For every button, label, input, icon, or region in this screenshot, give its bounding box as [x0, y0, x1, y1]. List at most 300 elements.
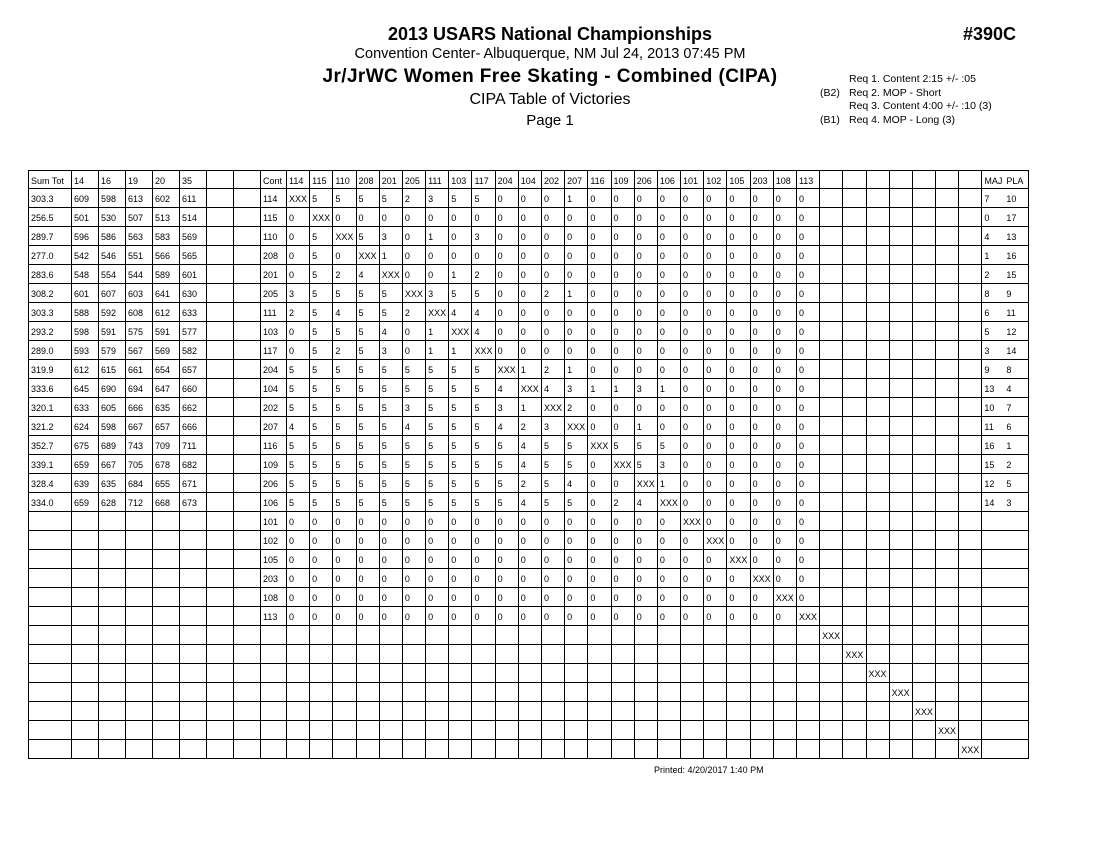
table-cell-victory: 0 — [775, 441, 781, 451]
table-cell-score: 612 — [74, 365, 90, 375]
table-cell-victory: 0 — [683, 213, 689, 223]
table-cell-victory: 0 — [798, 479, 804, 489]
table-cell-score: 601 — [74, 289, 90, 299]
table-cell-victory: 0 — [636, 574, 642, 584]
table-cell-victory: 0 — [590, 194, 596, 204]
table-cell-victory: 0 — [613, 232, 619, 242]
table-cell-score: 575 — [128, 327, 144, 337]
table-cell-victory: 4 — [381, 327, 387, 337]
table-cell-victory: 0 — [729, 403, 735, 413]
table-cell-victory: 0 — [613, 574, 619, 584]
table-cell-score: 712 — [128, 498, 144, 508]
table-cell-victory: 0 — [543, 517, 549, 527]
table-cell-score: 591 — [155, 327, 171, 337]
table-cell-victory: 0 — [520, 517, 526, 527]
table-cell-victory: 0 — [706, 194, 712, 204]
table-cell-victory: 5 — [358, 460, 364, 470]
table-cell-victory: 5 — [428, 441, 434, 451]
table-cell-victory: 5 — [312, 251, 318, 261]
table-cell-victory: 2 — [404, 308, 410, 318]
table-cell-victory: 0 — [659, 612, 665, 622]
table-cell-cont: 103 — [263, 327, 279, 337]
table-cell-pla: 1 — [1006, 441, 1012, 451]
table-cell-victory: 0 — [706, 498, 712, 508]
table-cell-victory: 0 — [567, 517, 573, 527]
table-cell-victory: 0 — [706, 479, 712, 489]
table-cell-victory: 2 — [543, 365, 549, 375]
grid-row-line — [28, 435, 1029, 436]
table-cell-victory: 0 — [520, 555, 526, 565]
table-cell-self-marker: XXX — [428, 308, 447, 318]
table-cell-score: 563 — [128, 232, 144, 242]
table-cell-victory: 5 — [451, 194, 457, 204]
table-cell-victory: 5 — [497, 498, 503, 508]
table-cell-victory: 0 — [590, 346, 596, 356]
table-cell-victory: 0 — [775, 498, 781, 508]
grid-column-line — [495, 170, 496, 758]
table-cell-victory: 5 — [289, 384, 295, 394]
table-cell-victory: 0 — [729, 270, 735, 280]
table-cell-victory: 5 — [543, 441, 549, 451]
table-cell-cont: 102 — [263, 536, 279, 546]
competitor-header: 106 — [659, 176, 675, 186]
grid-row-line — [28, 606, 1029, 607]
grid-row-line — [28, 264, 1029, 265]
table-cell-victory: 0 — [335, 555, 341, 565]
table-cell-victory: 0 — [497, 555, 503, 565]
table-cell-victory: 5 — [474, 384, 480, 394]
table-cell-victory: 3 — [659, 460, 665, 470]
table-cell-victory: 0 — [335, 517, 341, 527]
table-cell-victory: 5 — [358, 365, 364, 375]
table-cell-victory: 0 — [451, 593, 457, 603]
report-subtitle: CIPA Table of Victories — [469, 91, 631, 108]
printed-timestamp: Printed: 4/20/2017 1:40 PM — [654, 765, 764, 775]
table-cell-victory: 0 — [590, 593, 596, 603]
competitor-header: 117 — [474, 176, 489, 186]
table-cell-score: 613 — [128, 194, 144, 204]
table-cell-victory: 4 — [474, 327, 480, 337]
table-cell-score: 289.0 — [31, 346, 54, 356]
table-cell-victory: 0 — [428, 536, 434, 546]
table-cell-cont: 113 — [263, 612, 278, 622]
table-cell-victory: 0 — [567, 555, 573, 565]
table-cell-self-marker: XXX — [358, 251, 377, 261]
table-cell-victory: 0 — [289, 574, 295, 584]
table-cell-pla: 17 — [1006, 213, 1017, 223]
table-cell-victory: 0 — [404, 593, 410, 603]
table-cell-victory: 5 — [381, 365, 387, 375]
table-cell-victory: 0 — [613, 251, 619, 261]
table-cell-victory: 4 — [567, 479, 573, 489]
event-name: Jr/JrWC Women Free Skating - Combined (CIPA) — [322, 66, 778, 87]
table-cell-score: 598 — [101, 194, 117, 204]
table-cell-cont: 116 — [263, 441, 278, 451]
table-cell-cont: 104 — [263, 384, 279, 394]
table-cell-victory: 5 — [335, 498, 341, 508]
table-cell-victory: 0 — [775, 346, 781, 356]
table-cell-victory: 5 — [335, 460, 341, 470]
table-cell-victory: 0 — [520, 574, 526, 584]
table-cell-score: 598 — [74, 327, 90, 337]
grid-row-line — [28, 283, 1029, 284]
table-cell-score: 303.3 — [31, 308, 54, 318]
table-cell-score: 308.2 — [31, 289, 54, 299]
table-cell-score: 657 — [155, 422, 171, 432]
table-cell-victory: 0 — [775, 479, 781, 489]
table-cell-victory: 4 — [497, 422, 503, 432]
table-cell-victory: 5 — [474, 194, 480, 204]
table-cell-victory: 0 — [451, 517, 457, 527]
table-cell-victory: 0 — [497, 517, 503, 527]
table-cell-victory: 0 — [798, 308, 804, 318]
table-cell-victory: 0 — [590, 479, 596, 489]
table-cell-victory: 4 — [335, 308, 341, 318]
table-cell-victory: 0 — [775, 384, 781, 394]
table-cell-victory: 0 — [683, 498, 689, 508]
grid-column-line — [842, 170, 843, 758]
table-cell-victory: 0 — [775, 251, 781, 261]
table-cell-score: 514 — [182, 213, 198, 223]
table-cell-victory: 0 — [543, 612, 549, 622]
table-cell-victory: 5 — [428, 422, 434, 432]
table-cell-victory: 5 — [289, 403, 295, 413]
table-cell-score: 293.2 — [31, 327, 54, 337]
table-cell-victory: 2 — [335, 270, 341, 280]
table-cell-victory: 0 — [312, 555, 318, 565]
table-cell-victory: 0 — [775, 327, 781, 337]
table-cell-victory: 0 — [335, 574, 341, 584]
table-cell-victory: 5 — [312, 365, 318, 375]
table-cell-victory: 0 — [683, 612, 689, 622]
table-cell-victory: 5 — [312, 441, 318, 451]
table-cell-pla: 6 — [1006, 422, 1012, 432]
table-cell-victory: 5 — [428, 498, 434, 508]
grid-row-line — [28, 321, 1029, 322]
table-cell-victory: 0 — [636, 251, 642, 261]
table-cell-victory: 0 — [683, 251, 689, 261]
table-cell-score: 639 — [74, 479, 90, 489]
grid-row-line — [28, 245, 1029, 246]
table-cell-victory: 0 — [543, 536, 549, 546]
table-cell-self-marker: XXX — [914, 707, 933, 717]
table-cell-victory: 0 — [613, 593, 619, 603]
table-cell-score: 647 — [155, 384, 171, 394]
table-cell-victory: 5 — [312, 327, 318, 337]
table-cell-victory: 0 — [729, 308, 735, 318]
table-cell-victory: 0 — [474, 251, 480, 261]
table-cell-victory: 0 — [428, 593, 434, 603]
grid-column-line — [71, 170, 72, 758]
table-cell-score: 551 — [128, 251, 144, 261]
table-cell-victory: 5 — [381, 308, 387, 318]
table-cell-victory: 0 — [474, 574, 480, 584]
table-cell-victory: 0 — [775, 365, 781, 375]
table-cell-victory: 0 — [543, 251, 549, 261]
table-cell-self-marker: XXX — [636, 479, 655, 489]
table-cell-score: 654 — [155, 365, 171, 375]
grid-column-line — [260, 170, 261, 758]
table-cell-victory: 0 — [659, 213, 665, 223]
table-cell-cont: 108 — [263, 593, 279, 603]
table-cell-victory: 2 — [474, 270, 480, 280]
table-cell-victory: 0 — [543, 194, 549, 204]
table-cell-victory: 5 — [381, 384, 387, 394]
column-header: 35 — [182, 176, 193, 186]
table-cell-maj: 3 — [984, 346, 990, 356]
table-cell-victory: 0 — [590, 232, 596, 242]
competitor-header: 115 — [312, 176, 327, 186]
table-cell-score: 684 — [128, 479, 144, 489]
table-cell-victory: 0 — [451, 213, 457, 223]
table-cell-victory: 0 — [451, 612, 457, 622]
table-cell-victory: 0 — [474, 593, 480, 603]
table-cell-self-marker: XXX — [312, 213, 331, 223]
table-cell-victory: 0 — [428, 555, 434, 565]
table-cell-score: 256.5 — [31, 213, 54, 223]
table-cell-victory: 0 — [775, 574, 781, 584]
table-cell-victory: 5 — [381, 441, 387, 451]
table-cell-cont: 207 — [263, 422, 279, 432]
grid-row-line — [28, 625, 1029, 626]
table-cell-victory: 3 — [428, 289, 434, 299]
table-cell-victory: 0 — [752, 213, 758, 223]
table-cell-victory: 1 — [613, 384, 619, 394]
table-cell-victory: 0 — [729, 365, 735, 375]
table-cell-victory: 0 — [381, 517, 387, 527]
table-cell-cont: 109 — [263, 460, 279, 470]
table-cell-victory: 2 — [520, 479, 526, 489]
table-cell-maj: 16 — [984, 441, 995, 451]
table-cell-victory: 0 — [636, 289, 642, 299]
table-cell-score: 328.4 — [31, 479, 54, 489]
event-number: #390C — [963, 24, 1017, 44]
table-cell-victory: 0 — [567, 346, 573, 356]
table-cell-victory: 4 — [497, 384, 503, 394]
table-cell-victory: 5 — [358, 327, 364, 337]
table-cell-score: 277.0 — [31, 251, 54, 261]
table-cell-victory: 0 — [312, 517, 318, 527]
table-cell-victory: 5 — [451, 422, 457, 432]
table-cell-victory: 0 — [381, 612, 387, 622]
table-cell-self-marker: XXX — [752, 574, 771, 584]
table-cell-victory: 0 — [590, 460, 596, 470]
table-cell-maj: 8 — [984, 289, 990, 299]
table-cell-victory: 5 — [358, 479, 364, 489]
table-cell-victory: 0 — [729, 479, 735, 489]
table-cell-victory: 0 — [683, 593, 689, 603]
table-cell-maj: 13 — [984, 384, 995, 394]
table-cell-score: 592 — [101, 308, 117, 318]
table-cell-score: 655 — [155, 479, 171, 489]
table-cell-victory: 0 — [775, 308, 781, 318]
venue-line: Convention Center- Albuquerque, NM Jul 24, 2013 07:45 PM — [354, 46, 746, 62]
table-cell-victory: 0 — [289, 555, 295, 565]
table-cell-victory: 0 — [775, 536, 781, 546]
table-cell-cont: 201 — [263, 270, 279, 280]
table-cell-victory: 0 — [404, 251, 410, 261]
table-cell-self-marker: XXX — [938, 726, 957, 736]
table-cell-victory: 5 — [497, 479, 503, 489]
table-cell-score: 694 — [128, 384, 144, 394]
table-cell-victory: 0 — [358, 213, 364, 223]
table-cell-victory: 0 — [404, 346, 410, 356]
table-cell-victory: 0 — [404, 270, 410, 280]
table-cell-score: 668 — [155, 498, 171, 508]
table-cell-victory: 5 — [358, 232, 364, 242]
grid-column-line — [726, 170, 727, 758]
table-cell-pla: 8 — [1006, 365, 1012, 375]
grid-column-line — [402, 170, 403, 758]
table-cell-victory: 5 — [289, 365, 295, 375]
table-cell-score: 283.6 — [31, 270, 54, 280]
table-cell-victory: 0 — [497, 346, 503, 356]
table-cell-victory: 0 — [497, 270, 503, 280]
table-cell-victory: 2 — [567, 403, 573, 413]
table-cell-victory: 0 — [636, 327, 642, 337]
table-cell-victory: 5 — [613, 441, 619, 451]
table-cell-self-marker: XXX — [659, 498, 678, 508]
table-cell-victory: 0 — [683, 270, 689, 280]
grid-column-line — [796, 170, 797, 758]
grid-column-line — [332, 170, 333, 758]
table-cell-score: 633 — [74, 403, 90, 413]
grid-row-line — [28, 587, 1029, 588]
table-cell-victory: 0 — [659, 536, 665, 546]
table-cell-score: 666 — [128, 403, 144, 413]
table-cell-maj: 7 — [984, 194, 990, 204]
table-cell-victory: 5 — [428, 365, 434, 375]
table-cell-victory: 0 — [659, 289, 665, 299]
table-cell-victory: 0 — [683, 365, 689, 375]
table-cell-victory: 0 — [451, 536, 457, 546]
column-header: 16 — [101, 176, 112, 186]
table-cell-victory: 0 — [798, 232, 804, 242]
requirement-tag: (B1) — [820, 113, 840, 126]
table-cell-victory: 0 — [404, 612, 410, 622]
grid-row-line — [28, 416, 1029, 417]
table-cell-victory: 5 — [335, 422, 341, 432]
table-cell-victory: 0 — [335, 536, 341, 546]
table-cell-score: 566 — [155, 251, 171, 261]
table-cell-score: 501 — [74, 213, 90, 223]
table-cell-victory: 0 — [775, 517, 781, 527]
table-cell-self-marker: XXX — [775, 593, 794, 603]
table-cell-victory: 5 — [474, 403, 480, 413]
table-cell-victory: 1 — [590, 384, 596, 394]
table-cell-victory: 0 — [497, 308, 503, 318]
table-cell-cont: 206 — [263, 479, 279, 489]
table-cell-victory: 5 — [358, 403, 364, 413]
table-cell-victory: 2 — [335, 346, 341, 356]
table-cell-victory: 0 — [613, 194, 619, 204]
table-cell-victory: 0 — [752, 327, 758, 337]
table-cell-victory: 0 — [683, 289, 689, 299]
table-cell-victory: 0 — [752, 365, 758, 375]
table-cell-victory: 0 — [497, 213, 503, 223]
table-cell-self-marker: XXX — [683, 517, 702, 527]
table-cell-victory: 0 — [567, 593, 573, 603]
table-cell-victory: 3 — [289, 289, 295, 299]
table-cell-score: 601 — [182, 270, 198, 280]
competitor-header: 109 — [613, 176, 629, 186]
table-cell-victory: 0 — [798, 517, 804, 527]
table-cell-self-marker: XXX — [543, 403, 562, 413]
table-cell-victory: 0 — [798, 251, 804, 261]
table-cell-score: 548 — [74, 270, 90, 280]
table-cell-victory: 5 — [428, 384, 434, 394]
table-cell-victory: 5 — [567, 441, 573, 451]
table-cell-victory: 0 — [520, 593, 526, 603]
table-cell-victory: 0 — [706, 574, 712, 584]
table-cell-score: 659 — [74, 498, 90, 508]
table-cell-victory: 0 — [428, 574, 434, 584]
table-cell-victory: 0 — [404, 536, 410, 546]
table-cell-victory: 0 — [312, 574, 318, 584]
table-cell-victory: 0 — [428, 270, 434, 280]
table-cell-victory: 0 — [683, 441, 689, 451]
table-cell-victory: 5 — [335, 365, 341, 375]
grid-column-line — [518, 170, 519, 758]
table-cell-victory: 5 — [451, 403, 457, 413]
table-cell-victory: 0 — [590, 422, 596, 432]
table-cell-score: 333.6 — [31, 384, 54, 394]
table-cell-maj: 2 — [984, 270, 990, 280]
table-cell-self-marker: XXX — [729, 555, 748, 565]
table-cell-victory: 4 — [358, 270, 364, 280]
table-cell-victory: 0 — [497, 593, 503, 603]
table-cell-victory: 0 — [613, 270, 619, 280]
table-cell-victory: 5 — [428, 460, 434, 470]
table-cell-victory: 3 — [497, 403, 503, 413]
table-cell-victory: 2 — [404, 194, 410, 204]
table-cell-victory: 0 — [775, 422, 781, 432]
table-cell-pla: 4 — [1006, 384, 1012, 394]
table-cell-victory: 2 — [543, 289, 549, 299]
competitor-header: 105 — [729, 176, 745, 186]
table-cell-victory: 1 — [451, 346, 457, 356]
table-cell-victory: 1 — [659, 479, 665, 489]
table-cell-victory: 5 — [381, 498, 387, 508]
table-cell-victory: 0 — [613, 536, 619, 546]
competitor-header: 116 — [590, 176, 605, 186]
table-cell-victory: 0 — [706, 251, 712, 261]
table-cell-score: 588 — [74, 308, 90, 318]
table-cell-score: 607 — [101, 289, 117, 299]
table-cell-victory: 0 — [636, 232, 642, 242]
table-cell-score: 586 — [101, 232, 117, 242]
table-cell-victory: 0 — [729, 384, 735, 394]
table-cell-victory: 0 — [590, 289, 596, 299]
table-cell-maj: 11 — [984, 422, 994, 432]
table-cell-victory: 3 — [543, 422, 549, 432]
table-cell-victory: 0 — [590, 308, 596, 318]
table-cell-score: 667 — [101, 460, 117, 470]
grid-row-line — [28, 739, 1029, 740]
table-cell-score: 671 — [182, 479, 198, 489]
table-cell-score: 662 — [182, 403, 198, 413]
table-cell-score: 633 — [182, 308, 198, 318]
table-cell-victory: 5 — [543, 498, 549, 508]
table-cell-cont: 114 — [263, 194, 278, 204]
competitor-header: 208 — [358, 176, 374, 186]
table-cell-score: 577 — [182, 327, 198, 337]
table-cell-victory: 5 — [312, 403, 318, 413]
competitor-header: 206 — [636, 176, 652, 186]
table-cell-victory: 0 — [729, 194, 735, 204]
table-cell-victory: 5 — [312, 460, 318, 470]
grid-column-line — [309, 170, 310, 758]
